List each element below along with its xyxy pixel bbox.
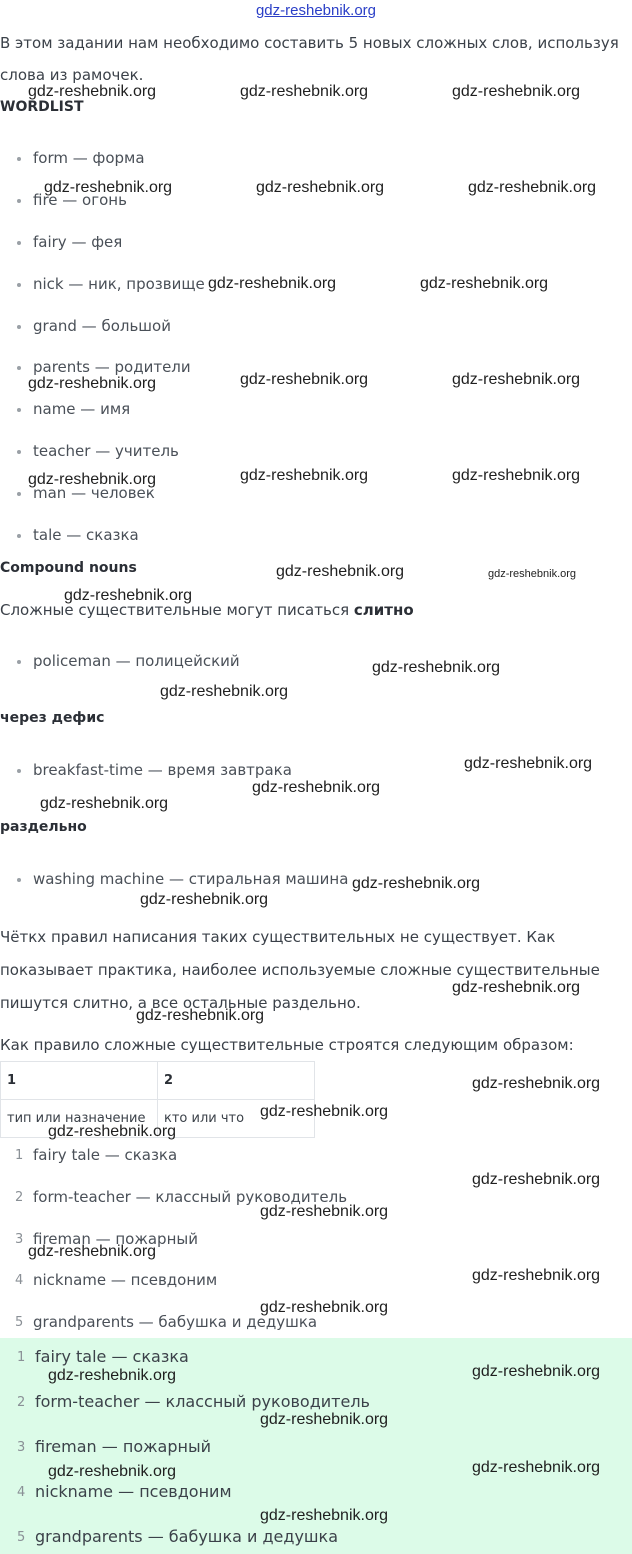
rule-line-2: показывает практика, наиболее используемые сложные существительные — [0, 961, 600, 979]
watermark: gdz-reshebnik.org — [276, 563, 405, 580]
watermark: gdz-reshebnik.org — [252, 779, 381, 796]
list-number: 5 — [17, 1530, 26, 1545]
list-item: grandparents — бабушка и дедушка — [33, 1313, 318, 1331]
header-watermark-link[interactable]: gdz-reshebnik.org — [255, 2, 377, 19]
list-number: 3 — [17, 1440, 26, 1455]
bullet-icon — [17, 157, 21, 161]
list-item: grand — большой — [33, 317, 171, 335]
bullet-icon — [17, 241, 21, 245]
watermark: gdz-reshebnik.org — [452, 979, 581, 996]
table-header-1: 1 — [1, 1062, 158, 1100]
watermark: gdz-reshebnik.org — [256, 179, 385, 196]
example-breakfast-time: breakfast-time — время завтрака — [33, 761, 292, 779]
answer-item: form-teacher — классный руководитель — [35, 1392, 370, 1411]
list-item: fairy — фея — [33, 233, 123, 251]
watermark: gdz-reshebnik.org — [372, 659, 501, 676]
watermark: gdz-reshebnik.org — [28, 375, 157, 392]
example-washing-machine: washing machine — стиральная машина — [33, 870, 349, 888]
list-number: 5 — [15, 1315, 24, 1330]
list-number: 1 — [15, 1148, 24, 1163]
list-item: name — имя — [33, 400, 131, 418]
bullet-icon — [17, 450, 21, 454]
watermark: gdz-reshebnik.org — [240, 371, 369, 388]
bullet-icon — [17, 366, 21, 370]
list-item: teacher — учитель — [33, 442, 179, 460]
watermark: gdz-reshebnik.org — [464, 755, 593, 772]
watermark: gdz-reshebnik.org — [468, 179, 597, 196]
watermark: gdz-reshebnik.org — [64, 587, 193, 604]
watermark: gdz-reshebnik.org — [208, 275, 337, 292]
list-item: fire — огонь — [33, 191, 127, 209]
answer-item: fairy tale — сказка — [35, 1347, 189, 1366]
list-item: parents — родители — [33, 358, 191, 376]
compound-sentence-bold: слитно — [353, 601, 414, 619]
watermark: gdz-reshebnik.org — [28, 1243, 157, 1260]
watermark: gdz-reshebnik.org — [260, 1299, 389, 1316]
bullet-icon — [17, 660, 21, 664]
rule-line-1: Чёткх правил написания таких существительных не существует. Как — [0, 928, 556, 946]
watermark: gdz-reshebnik.org — [160, 683, 289, 700]
bullet-icon — [17, 408, 21, 412]
compound-sentence — [0, 601, 414, 619]
watermark: gdz-reshebnik.org — [136, 1007, 265, 1024]
watermark: gdz-reshebnik.org — [420, 275, 549, 292]
watermark: gdz-reshebnik.org — [48, 1463, 177, 1480]
list-number: 3 — [15, 1232, 24, 1247]
bullet-icon — [17, 492, 21, 496]
rule-line-3: пишутся слитно, а все остальные раздельно. — [0, 994, 361, 1012]
example-policeman: policeman — полицейский — [33, 652, 240, 670]
list-item: fairy tale — сказка — [33, 1146, 178, 1164]
watermark: gdz-reshebnik.org — [240, 467, 369, 484]
list-item: tale — сказка — [33, 526, 139, 544]
hyphen-title: через дефис — [0, 710, 105, 726]
table-cell-who-what: кто или что — [158, 1100, 315, 1138]
watermark: gdz-reshebnik.org — [28, 471, 157, 488]
answer-item: fireman — пожарный — [35, 1437, 211, 1456]
list-item: nickname — псевдоним — [33, 1271, 218, 1289]
table-row — [1, 1062, 315, 1100]
watermark: gdz-reshebnik.org — [472, 1267, 601, 1284]
watermark: gdz-reshebnik.org — [260, 1411, 389, 1428]
watermark: gdz-reshebnik.org — [48, 1123, 177, 1140]
list-item: man — человек — [33, 484, 155, 502]
list-item: form-teacher — классный руководитель — [33, 1188, 348, 1206]
watermark: gdz-reshebnik.org — [48, 1367, 177, 1384]
watermark: gdz-reshebnik.org — [240, 83, 369, 100]
watermark: gdz-reshebnik.org — [40, 795, 169, 812]
intro-line-2: слова из рамочек. — [0, 66, 144, 84]
watermark: gdz-reshebnik.org — [28, 83, 157, 100]
list-item: fireman — пожарный — [33, 1230, 198, 1248]
watermark: gdz-reshebnik.org — [352, 875, 481, 892]
wordlist-title: WORDLIST — [0, 99, 84, 115]
watermark: gdz-reshebnik.org — [472, 1363, 601, 1380]
list-number: 2 — [15, 1190, 24, 1205]
watermark: gdz-reshebnik.org — [452, 83, 581, 100]
separate-title: раздельно — [0, 819, 87, 835]
list-number: 1 — [17, 1350, 26, 1365]
watermark: gdz-reshebnik.org — [452, 371, 581, 388]
list-number: 4 — [17, 1485, 26, 1500]
watermark: gdz-reshebnik.org — [452, 467, 581, 484]
watermark: gdz-reshebnik.org — [488, 568, 577, 580]
list-number: 2 — [17, 1395, 26, 1410]
compound-sentence-text: Сложные существительные могут писаться — [0, 601, 354, 619]
watermark: gdz-reshebnik.org — [260, 1203, 389, 1220]
list-item: form — форма — [33, 149, 145, 167]
watermark: gdz-reshebnik.org — [472, 1459, 601, 1476]
bullet-icon — [17, 878, 21, 882]
watermark: gdz-reshebnik.org — [260, 1103, 389, 1120]
compound-title: Compound nouns — [0, 560, 137, 576]
watermark: gdz-reshebnik.org — [472, 1171, 601, 1188]
watermark: gdz-reshebnik.org — [44, 179, 173, 196]
table-header-2: 2 — [158, 1062, 315, 1100]
structure-intro: Как правило сложные существительные строятся следующим образом: — [0, 1036, 574, 1054]
watermark: gdz-reshebnik.org — [140, 891, 269, 908]
watermark: gdz-reshebnik.org — [260, 1507, 389, 1524]
intro-line-1: В этом задании нам необходимо составить 5 новых сложных слов, используя — [0, 34, 619, 52]
bullet-icon — [17, 199, 21, 203]
list-number: 4 — [15, 1273, 24, 1288]
bullet-icon — [17, 534, 21, 538]
bullet-icon — [17, 283, 21, 287]
list-item: nick — ник, прозвище — [33, 275, 205, 293]
bullet-icon — [17, 769, 21, 773]
bullet-icon — [17, 325, 21, 329]
table-cell-type: тип или назначение — [1, 1100, 158, 1138]
answer-item: nickname — псевдоним — [35, 1482, 232, 1501]
watermark: gdz-reshebnik.org — [472, 1075, 601, 1092]
answer-item: grandparents — бабушка и дедушка — [35, 1527, 339, 1546]
